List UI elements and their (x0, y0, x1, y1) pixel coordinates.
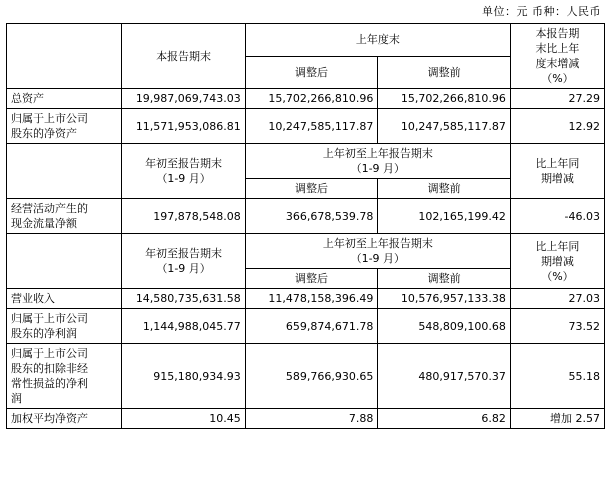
weighted-roe-current: 10.45 (122, 409, 245, 429)
header-ytd-period-2 (122, 234, 245, 289)
table-row-revenue (7, 289, 605, 309)
header-ytd-period-2-line2: （1-9 月） (156, 262, 211, 275)
header-ytd-period-1 (122, 144, 245, 199)
header-current-period-end: 本报告期末 (122, 24, 245, 89)
row-label-net-profit-line2: 股东的净利润 (11, 327, 77, 340)
total-assets-prior-adjusted: 15,702,266,810.96 (245, 89, 378, 109)
row-label-npe-line3: 常性损益的净利 (11, 377, 88, 390)
ocf-prior-adjusted: 366,678,539.78 (245, 199, 378, 234)
row-label-net-assets (7, 109, 122, 144)
header-empty-corner (7, 24, 122, 89)
table-header-row-5 (7, 234, 605, 269)
header-prior-ytd-2-line2: （1-9 月） (350, 252, 406, 265)
row-label-net-assets-line2: 股东的净资产 (11, 127, 77, 140)
table-row-operating-cash-flow (7, 199, 605, 234)
row-label-npe-line4: 润 (11, 392, 22, 405)
table-header-row-1 (7, 24, 605, 57)
row-label-weighted-roe: 加权平均净资产 (7, 409, 122, 429)
header-prior-year-end: 上年度末 (245, 24, 510, 57)
header-ytd-period-2-line1: 年初至报告期末 (145, 247, 223, 260)
net-profit-current: 1,144,988,045.77 (122, 309, 245, 344)
header-adjusted-1: 调整后 (245, 56, 378, 89)
weighted-roe-prior-adjusted: 7.88 (245, 409, 378, 429)
header-prior-ytd-1-line1: 上年初至上年报告期末 (322, 147, 433, 160)
row-label-npe-line2: 股东的扣除非经 (11, 362, 88, 375)
header-change-ytd-2-line3: （%） (541, 269, 574, 283)
net-assets-change: 12.92 (510, 109, 604, 144)
net-assets-prior-unadjusted: 10,247,585,117.87 (378, 109, 511, 144)
total-assets-current: 19,987,069,743.03 (122, 89, 245, 109)
header-change-line2: 末比上年 (535, 42, 580, 55)
header-ytd-period-1-line1: 年初至报告期末 (145, 157, 223, 170)
ocf-change: -46.03 (510, 199, 604, 234)
table-row-weighted-roe (7, 409, 605, 429)
row-label-total-assets: 总资产 (7, 89, 122, 109)
header-prior-ytd-1 (245, 144, 510, 179)
net-profit-change: 73.52 (510, 309, 604, 344)
ocf-current: 197,878,548.08 (122, 199, 245, 234)
revenue-prior-unadjusted: 10,576,957,133.38 (378, 289, 511, 309)
header-prior-ytd-2 (245, 234, 510, 269)
header-empty-corner-3 (7, 234, 122, 289)
row-label-net-assets-line1: 归属于上市公司 (11, 112, 88, 125)
header-change-vs-prior-year-end (510, 24, 604, 89)
table-header-row-3 (7, 144, 605, 179)
weighted-roe-change: 增加 2.57 (510, 409, 604, 429)
row-label-ocf-line1: 经营活动产生的 (11, 202, 88, 215)
header-change-ytd-2-line1: 比上年同 (535, 239, 580, 253)
table-row-net-assets (7, 109, 605, 144)
npe-prior-adjusted: 589,766,930.65 (245, 344, 378, 409)
npe-current: 915,180,934.93 (122, 344, 245, 409)
header-change-line4: （%） (541, 72, 574, 85)
weighted-roe-prior-unadjusted: 6.82 (378, 409, 511, 429)
net-profit-prior-adjusted: 659,874,671.78 (245, 309, 378, 344)
header-prior-ytd-2-line1: 上年初至上年报告期末 (322, 237, 433, 250)
revenue-change: 27.03 (510, 289, 604, 309)
header-empty-corner-2 (7, 144, 122, 199)
header-change-ytd-1-line1: 比上年同 (535, 157, 580, 170)
total-assets-prior-unadjusted: 15,702,266,810.96 (378, 89, 511, 109)
table-row-net-profit-excl-nonrecurring (7, 344, 605, 409)
revenue-prior-adjusted: 11,478,158,396.49 (245, 289, 378, 309)
header-prior-ytd-1-line2: （1-9 月） (350, 162, 406, 175)
ocf-prior-unadjusted: 102,165,199.42 (378, 199, 511, 234)
header-change-ytd-2-line2: 期增减 (540, 254, 574, 268)
net-assets-prior-adjusted: 10,247,585,117.87 (245, 109, 378, 144)
header-adjusted-3: 调整后 (245, 269, 378, 289)
financial-summary-table (6, 23, 605, 429)
npe-change: 55.18 (510, 344, 604, 409)
header-ytd-period-1-line2: （1-9 月） (156, 172, 211, 185)
net-assets-current: 11,571,953,086.81 (122, 109, 245, 144)
header-unadjusted-1: 调整前 (378, 56, 511, 89)
header-unadjusted-3: 调整前 (378, 269, 511, 289)
npe-prior-unadjusted: 480,917,570.37 (378, 344, 511, 409)
header-change-vs-prior-ytd-2 (510, 234, 604, 289)
table-row-total-assets (7, 89, 605, 109)
row-label-revenue: 营业收入 (7, 289, 122, 309)
header-unadjusted-2: 调整前 (378, 179, 511, 199)
row-label-net-profit-excl (7, 344, 122, 409)
unit-currency-note: 单位：元 币种：人民币 (482, 5, 601, 18)
header-change-line3: 度末增减 (535, 57, 580, 70)
row-label-ocf-line2: 现金流量净额 (11, 217, 77, 230)
row-label-operating-cash-flow (7, 199, 122, 234)
row-label-npe-line1: 归属于上市公司 (11, 347, 88, 360)
header-change-ytd-1-line2: 期增减 (540, 172, 574, 185)
row-label-net-profit-line1: 归属于上市公司 (11, 312, 88, 325)
revenue-current: 14,580,735,631.58 (122, 289, 245, 309)
header-change-vs-prior-ytd-1 (510, 144, 604, 199)
net-profit-prior-unadjusted: 548,809,100.68 (378, 309, 511, 344)
header-adjusted-2: 调整后 (245, 179, 378, 199)
row-label-net-profit (7, 309, 122, 344)
header-change-line1: 本报告期 (535, 27, 580, 40)
table-row-net-profit (7, 309, 605, 344)
total-assets-change: 27.29 (510, 89, 604, 109)
